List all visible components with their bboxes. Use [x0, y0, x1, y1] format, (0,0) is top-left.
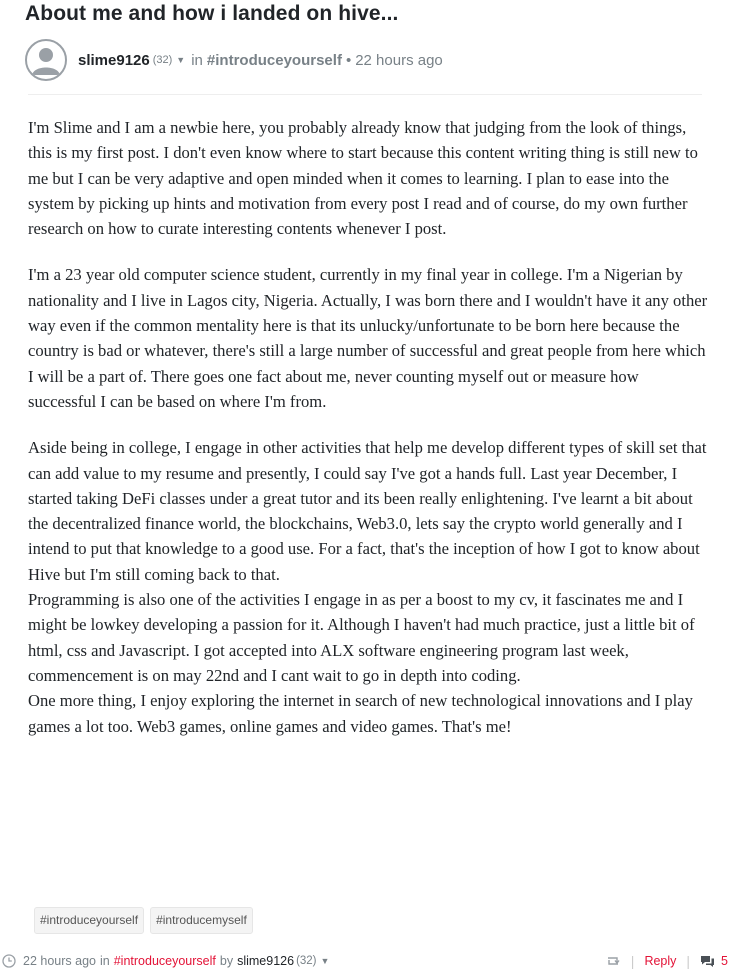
- footer-in-label: in: [99, 954, 110, 968]
- footer-actions: [605, 953, 728, 969]
- post-title: About me and how i landed on hive...: [25, 2, 399, 25]
- clock-icon: [2, 954, 16, 968]
- meta-separator: •: [345, 51, 352, 69]
- post-body: [28, 115, 710, 760]
- footer-author-link[interactable]: slime9126: [237, 954, 295, 968]
- community-link[interactable]: #introduceyourself: [206, 51, 342, 69]
- post-meta: [25, 38, 443, 82]
- footer-meta: [2, 954, 329, 968]
- footer-author-reputation: (32): [296, 955, 317, 967]
- default-user-avatar-icon: [27, 41, 65, 79]
- caret-down-icon[interactable]: ▼: [176, 55, 186, 65]
- author-avatar[interactable]: [25, 39, 67, 81]
- footer-divider: |: [686, 953, 691, 969]
- reblog-icon[interactable]: [605, 954, 621, 968]
- footer-time: 22 hours ago: [23, 954, 96, 968]
- footer-community-link[interactable]: #introduceyourself: [113, 954, 216, 968]
- comment-count[interactable]: 5: [721, 954, 728, 968]
- author-link[interactable]: slime9126: [78, 51, 150, 69]
- in-label: in: [191, 51, 203, 69]
- post-paragraph: I'm a 23 year old computer science student, currently in my final year in college. I'm a Nigerian by nationality and I live in Lagos city, Nigeria. Actually, I was born there and I wouldn't have it any other way even if the common mentality here is that its unlucky/unfortunate to be born here because the country is bad or whatever, there's still a large number of successful and great people from here which I will be a part of. There goes one fact about me, never counting myself out or measure how successful I can be based on where I'm from.: [28, 265, 708, 411]
- post-paragraph: I'm Slime and I am a newbie here, you probably already know that judging from the look of things, this is my first post. I don't even know where to start because this content writing thing is still new to me but I can be very adaptive and open minded when it comes to learning. I plan to ease into the system by picking up hints and motivation from every post I read and of course, do my own further research on how to curate interesting contents whenever I post.: [28, 118, 698, 239]
- tag-list: [34, 907, 253, 934]
- reply-button[interactable]: Reply: [644, 954, 677, 968]
- footer-caret-down-icon[interactable]: ▼: [320, 956, 330, 966]
- header-divider: [28, 94, 702, 95]
- post-paragraph: Aside being in college, I engage in other activities that help me develop different types of skill set that can add value to my resume and presently, I could say I've got a hands full. Last year December, I started taking DeFi classes under a great tutor and its been really enlightening. I've learnt a bit about the decentralized finance world, the blockchains, Web3.0, lets say the crypto world generally and I intend to put that knowledge to a good use. For a fact, that's the inception of how I got to know about Hive but I'm still coming back to that. Programming is also one of the activities I engage in as per a boost to my cv, it fascinates me and I might be lowkey developing a passion for it. Although I haven't had much practice, just a little bit of html, css and Javascript. I got accepted into ALX software engineering program last week, commencement is on may 22nd and I cant wait to go in depth into coding. One more thing, I enjoy exploring the internet in search of new technological innovations and I play games a lot too. Web3 games, online games and video games. That's me!: [28, 438, 707, 736]
- tag-introducemyself[interactable]: #introducemyself: [150, 907, 253, 934]
- post-time: 22 hours ago: [355, 51, 443, 69]
- footer-by-label: by: [219, 954, 234, 968]
- post-footer: [0, 950, 730, 974]
- comments-icon[interactable]: [700, 955, 715, 968]
- footer-divider: |: [630, 953, 635, 969]
- author-reputation: (32): [152, 54, 173, 66]
- tag-introduceyourself[interactable]: #introduceyourself: [34, 907, 144, 934]
